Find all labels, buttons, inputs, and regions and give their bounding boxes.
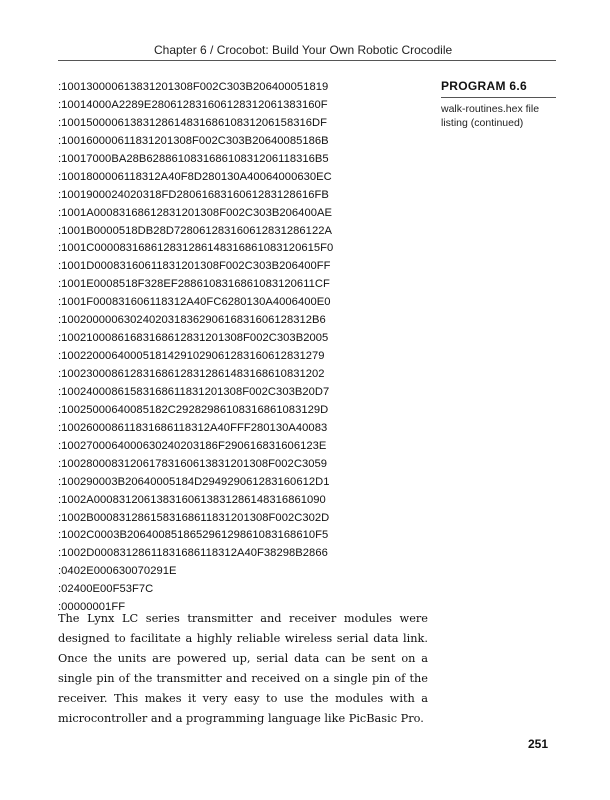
hex-line: :100290003B20640005184D294929061283160612D1 bbox=[58, 475, 330, 488]
hex-line: :10025000640085182C29282986108316861083129D bbox=[58, 403, 329, 416]
hex-line: :1001E0008518F328EF2886108316861083120611CF bbox=[58, 278, 330, 291]
page-number: 251 bbox=[528, 737, 549, 751]
hex-line: :1002A0008312061383160613831286148316861090 bbox=[58, 493, 326, 506]
hex-line: :10021000861683168612831201308F002C303B2005 bbox=[58, 332, 329, 345]
hex-line: :100280008312061783160613831201308F002C3059 bbox=[58, 457, 328, 470]
hex-line: :10024000861583168611831201308F002C303B20D7 bbox=[58, 385, 330, 398]
running-header bbox=[58, 40, 556, 61]
hex-line: :100160000611831201308F002C303B20640085186B bbox=[58, 134, 329, 147]
hex-line: :1001500006138312861483168610831206158316DF bbox=[58, 116, 328, 129]
program-label: PROGRAM 6.6 bbox=[441, 79, 556, 98]
hex-line: :1001D00083160611831201308F002C303B206400FF bbox=[58, 260, 331, 273]
hex-line: :02400E00F53F7C bbox=[58, 583, 154, 596]
hex-line: :0402E000630070291E bbox=[58, 565, 177, 578]
hex-line: :1002000006302402031836290616831606128312B6 bbox=[58, 314, 326, 327]
hex-line: :1001800006118312A40F8D280130A40064000630EC bbox=[58, 170, 332, 183]
hex-line: :1001B0000518DB28D728061283160612831286122A bbox=[58, 224, 333, 237]
program-sidebar bbox=[441, 79, 556, 130]
hex-line: :10014000A2289E280612831606128312061383160F bbox=[58, 98, 328, 111]
hex-line: :1002B0008312861583168611831201308F002C302D bbox=[58, 511, 330, 524]
running-head-text: Chapter 6 / Crocobot: Build Your Own Robotic Crocodile bbox=[154, 43, 453, 57]
program-caption: walk-routines.hex file listing (continued) bbox=[441, 103, 540, 129]
hex-line: :10017000BA28B628861083168610831206118316B5 bbox=[58, 152, 329, 165]
hex-line: :1001A00083168612831201308F002C303B206400AE bbox=[58, 206, 333, 219]
hex-line: :1002C0003B206400851865296129861083168610F5 bbox=[58, 529, 329, 542]
hex-line: :100230008612831686128312861483168610831202 bbox=[58, 368, 325, 380]
hex-line: :1001900024020318FD2806168316061283128616FB bbox=[58, 188, 329, 201]
body-paragraph: The Lynx LC series transmitter and receiver modules were designed to facilitate a highly reliable wireless serial data link. Once the units are powered up, serial data can be sent on a single pin of the transmitter and received on a single pin of the receiver. This makes it very easy to use the modules with a microcontroller and a programming language like PicBasic Pro. bbox=[58, 612, 428, 726]
hex-file-listing bbox=[58, 79, 428, 617]
hex-line: :1002700064000630240203186F290616831606123E bbox=[58, 439, 327, 452]
hex-line: :100130000613831201308F002C303B206400051819 bbox=[58, 81, 329, 93]
hex-line: :1001F000831606118312A40FC6280130A4006400E0 bbox=[58, 296, 331, 309]
hex-line: :1002D00083128611831686118312A40F38298B2866 bbox=[58, 547, 328, 560]
hex-line: :100260008611831686118312A40FFF280130A40083 bbox=[58, 421, 328, 434]
hex-line: :1001C000083168612831286148316861083120615F0 bbox=[58, 242, 334, 255]
hex-line: :00000001FF bbox=[58, 601, 126, 614]
hex-line: :100220006400051814291029061283160612831279 bbox=[58, 350, 325, 363]
